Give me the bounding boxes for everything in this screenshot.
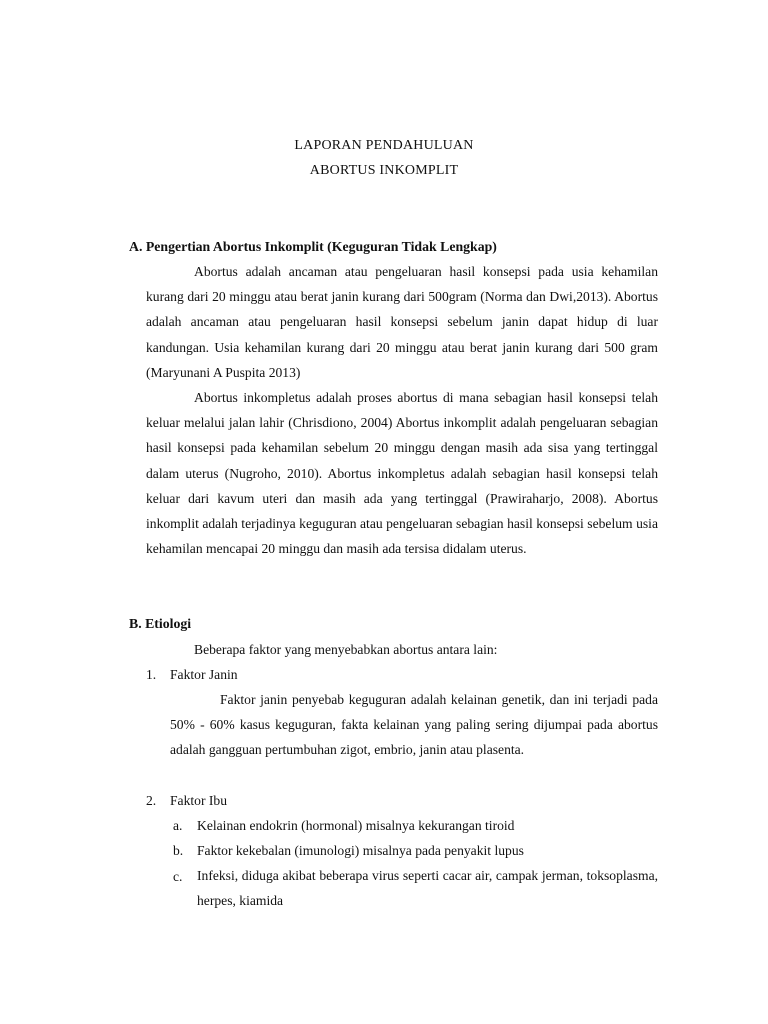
list-item-1-paragraph: Faktor janin penyebab keguguran adalah kelainan genetik, dan ini terjadi pada 50% - 60% kasus keguguran, fakta kelainan yang paling sering dijumpai pada abortus adalah gangguan pertumbuhan zigot, embrio, janin atau plasenta. <box>170 692 658 758</box>
sub-item-c-letter: c. <box>173 869 183 884</box>
list-item-2-number: 2. <box>146 793 157 808</box>
section-a-heading: A. Pengertian Abortus Inkomplit (Keguguran Tidak Lengkap) <box>129 239 497 254</box>
sub-item-b-text: Faktor kekebalan (imunologi) misalnya pada penyakit lupus <box>197 843 524 858</box>
section-a-paragraph-2: Abortus inkompletus adalah proses abortus di mana sebagian hasil konsepsi telah keluar melalui jalan lahir (Chrisdiono, 2004) Abortus inkomplit adalah pengeluaran sebagian hasil konsepsi pada kehamilan sebelum 20 minggu dengan masih ada sisa yang tertinggal dalam uterus (Nugroho, 2010). Abortus inkompletus adalah sebagian hasil konsepsi telah keluar dari kavum uteri dan masih ada yang tertinggal (Prawiraharjo, 2008). Abortus inkomplit adalah terjadinya keguguran atau pengeluaran sebagian hasil konsepsi sebelum usia kehamilan mencapai 20 minggu dan masih ada tersisa didalam uterus. <box>146 390 658 557</box>
document-title-line2: ABORTUS INKOMPLIT <box>309 163 459 178</box>
section-a-paragraph-1: Abortus adalah ancaman atau pengeluaran hasil konsepsi pada usia kehamilan kurang dari 20 minggu atau berat janin kurang dari 500gram (Norma dan Dwi,2013). Abortus adalah ancaman atau pengeluaran hasil konsepsi sebelum janin dapat hidup di luar kandungan. Usia kehamilan kurang dari 20 minggu atau berat janin kurang dari 500 gram (Maryunani A Puspita 2013) <box>146 264 658 380</box>
list-item-1-number: 1. <box>146 667 157 682</box>
document-title-line1: LAPORAN PENDAHULUAN <box>294 138 474 153</box>
section-b-heading: B. Etiologi <box>129 616 192 631</box>
sub-item-b-letter: b. <box>173 843 184 858</box>
sub-item-a-text: Kelainan endokrin (hormonal) misalnya kekurangan tiroid <box>197 818 515 833</box>
list-item-1-label: Faktor Janin <box>170 667 238 682</box>
section-b-intro: Beberapa faktor yang menyebabkan abortus antara lain: <box>194 642 498 657</box>
sub-item-a-letter: a. <box>173 818 183 833</box>
list-item-2-label: Faktor Ibu <box>170 793 228 808</box>
sub-item-c-text: Infeksi, diduga akibat beberapa virus seperti cacar air, campak jerman, toksoplasma, herpes, kiamida <box>197 868 658 909</box>
